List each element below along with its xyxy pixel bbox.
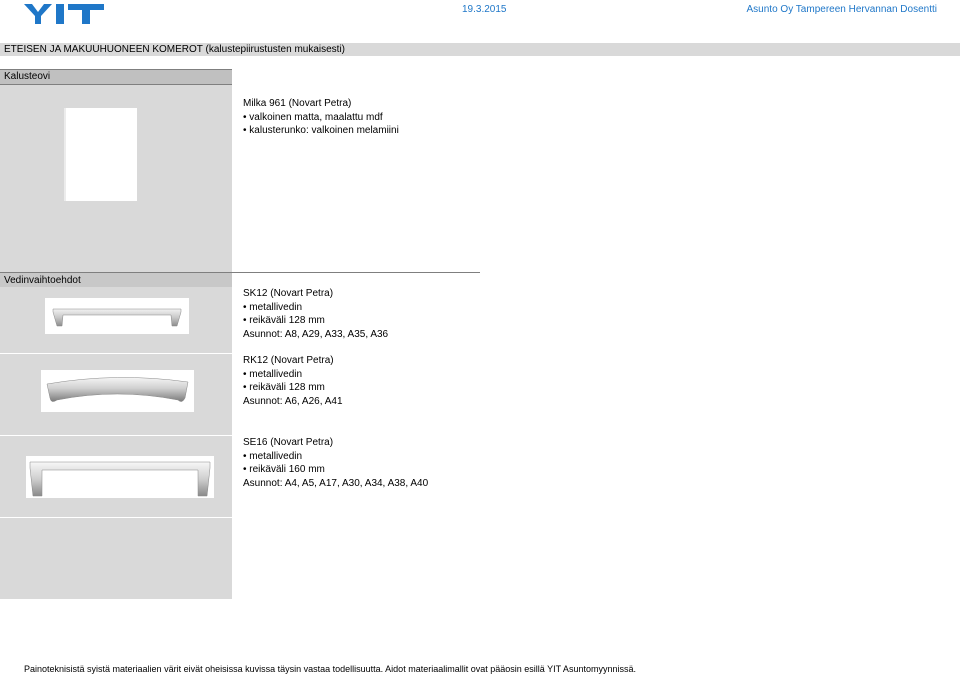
row-divider — [0, 517, 232, 518]
vedin-label: Vedinvaihtoehdot — [4, 275, 81, 286]
handle-description-rk12 — [243, 354, 343, 408]
door-swatch-image — [66, 108, 137, 201]
handle-description-sk12 — [243, 287, 388, 341]
kalusteovi-bullet: • kalusterunko: valkoinen melamiini — [243, 125, 399, 137]
kalusteovi-bullet: • valkoinen matta, maalattu mdf — [243, 111, 383, 123]
kalusteovi-description — [243, 97, 399, 138]
handle-image-rk12 — [41, 370, 194, 412]
kalusteovi-name: Milka 961 (Novart Petra) — [243, 98, 352, 109]
kalusteovi-label: Kalusteovi — [4, 71, 51, 82]
handle-bullet: • reikäväli 160 mm — [243, 464, 325, 476]
handle-image-sk12 — [45, 298, 189, 334]
handle-apartments: Asunnot: A8, A29, A33, A35, A36 — [243, 328, 389, 340]
footer-note: Painoteknisistä syistä materiaalien värit eivät oheisissa kuvissa täysin vastaa todellisuutta. Aidot materiaalimallit ovat pääosin esillä YIT Asuntomyynnissä. — [24, 664, 636, 674]
header-date: 19.3.2015 — [462, 4, 507, 15]
handle-name: SK12 (Novart Petra) — [243, 288, 334, 299]
yit-logo — [24, 4, 104, 24]
vedin-divider — [232, 272, 480, 273]
handle-name: SE16 (Novart Petra) — [243, 437, 334, 448]
handle-apartments: Asunnot: A6, A26, A41 — [243, 395, 343, 407]
handle-image-se16 — [26, 456, 214, 498]
handle-bullet: • metallivedin — [243, 450, 303, 462]
row-divider — [0, 435, 232, 436]
header-project: Asunto Oy Tampereen Hervannan Dosentti — [746, 4, 937, 15]
handle-bullet: • reikäväli 128 mm — [243, 382, 325, 394]
row-divider — [0, 353, 232, 354]
section-title: ETEISEN JA MAKUUHUONEEN KOMEROT (kalustepiirustusten mukaisesti) — [4, 44, 346, 55]
handle-description-se16 — [243, 436, 428, 490]
handle-name: RK12 (Novart Petra) — [243, 355, 334, 366]
handle-bullet: • metallivedin — [243, 368, 303, 380]
handle-apartments: Asunnot: A4, A5, A17, A30, A34, A38, A40 — [243, 477, 429, 489]
handle-bullet: • metallivedin — [243, 301, 303, 313]
handle-bullet: • reikäväli 128 mm — [243, 315, 325, 327]
